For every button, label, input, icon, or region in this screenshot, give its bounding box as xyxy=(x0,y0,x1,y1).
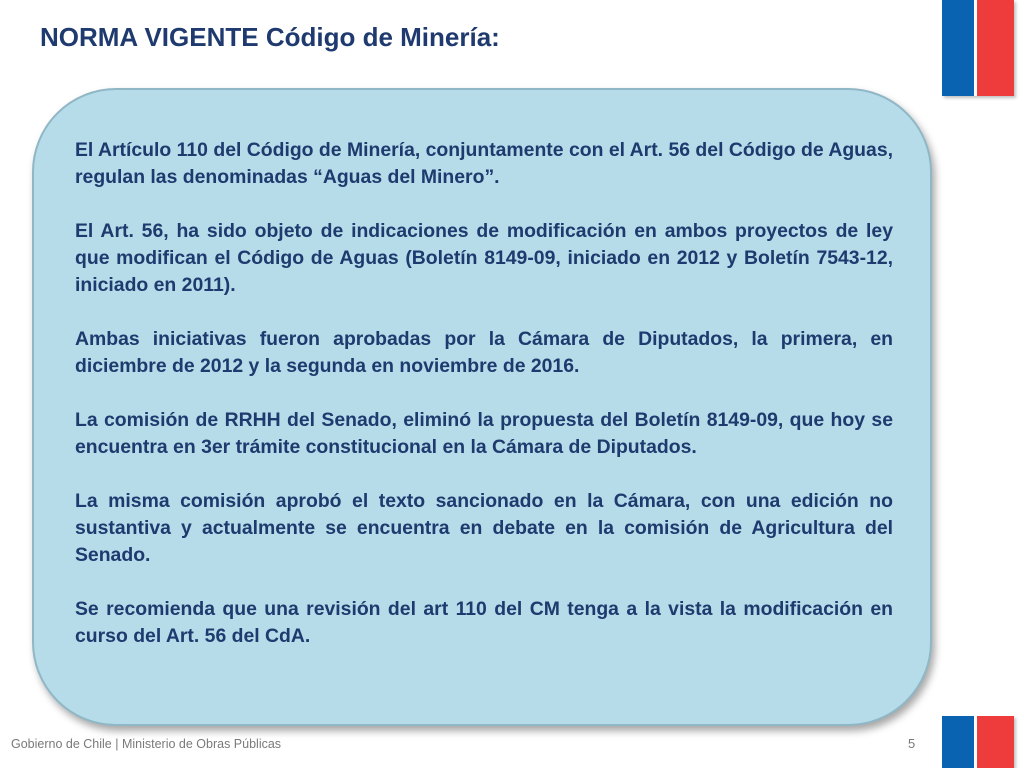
content-text xyxy=(75,137,893,650)
flag-red-stripe xyxy=(977,716,1014,768)
paragraph-4: La comisión de RRHH del Senado, eliminó la propuesta del Boletín 8149-09, que hoy se encuentra en 3er trámite constitucional en la Cámara de Diputados. xyxy=(75,409,893,458)
paragraph-6: Se recomienda que una revisión del art 110 del CM tenga a la vista la modificación en curso del Art. 56 del CdA. xyxy=(75,598,893,647)
flag-blue-stripe xyxy=(942,716,974,768)
chile-flag-logo-top xyxy=(942,0,1014,96)
flag-blue-stripe xyxy=(942,0,974,96)
paragraph-1: El Artículo 110 del Código de Minería, conjuntamente con el Art. 56 del Código de Aguas, regulan las denominadas “Aguas del Minero”. xyxy=(75,139,893,188)
chile-flag-logo-bottom xyxy=(942,716,1014,768)
flag-red-stripe xyxy=(977,0,1014,96)
slide-title: NORMA VIGENTE Código de Minería: xyxy=(40,22,500,52)
paragraph-3: Ambas iniciativas fueron aprobadas por la Cámara de Diputados, la primera, en diciembre de 2012 y la segunda en noviembre de 2016. xyxy=(75,328,893,377)
paragraph-2: El Art. 56, ha sido objeto de indicaciones de modificación en ambos proyectos de ley que modifican el Código de Aguas (Boletín 8149-09, iniciado en 2012 y Boletín 7543-12, iniciado en 2011). xyxy=(75,220,893,296)
page-number: 5 xyxy=(908,736,916,751)
paragraph-5: La misma comisión aprobó el texto sancionado en la Cámara, con una edición no sustantiva y actualmente se encuentra en debate en la comisión de Agricultura del Senado. xyxy=(75,490,893,566)
footer-organization: Gobierno de Chile | Ministerio de Obras Públicas xyxy=(11,737,282,751)
